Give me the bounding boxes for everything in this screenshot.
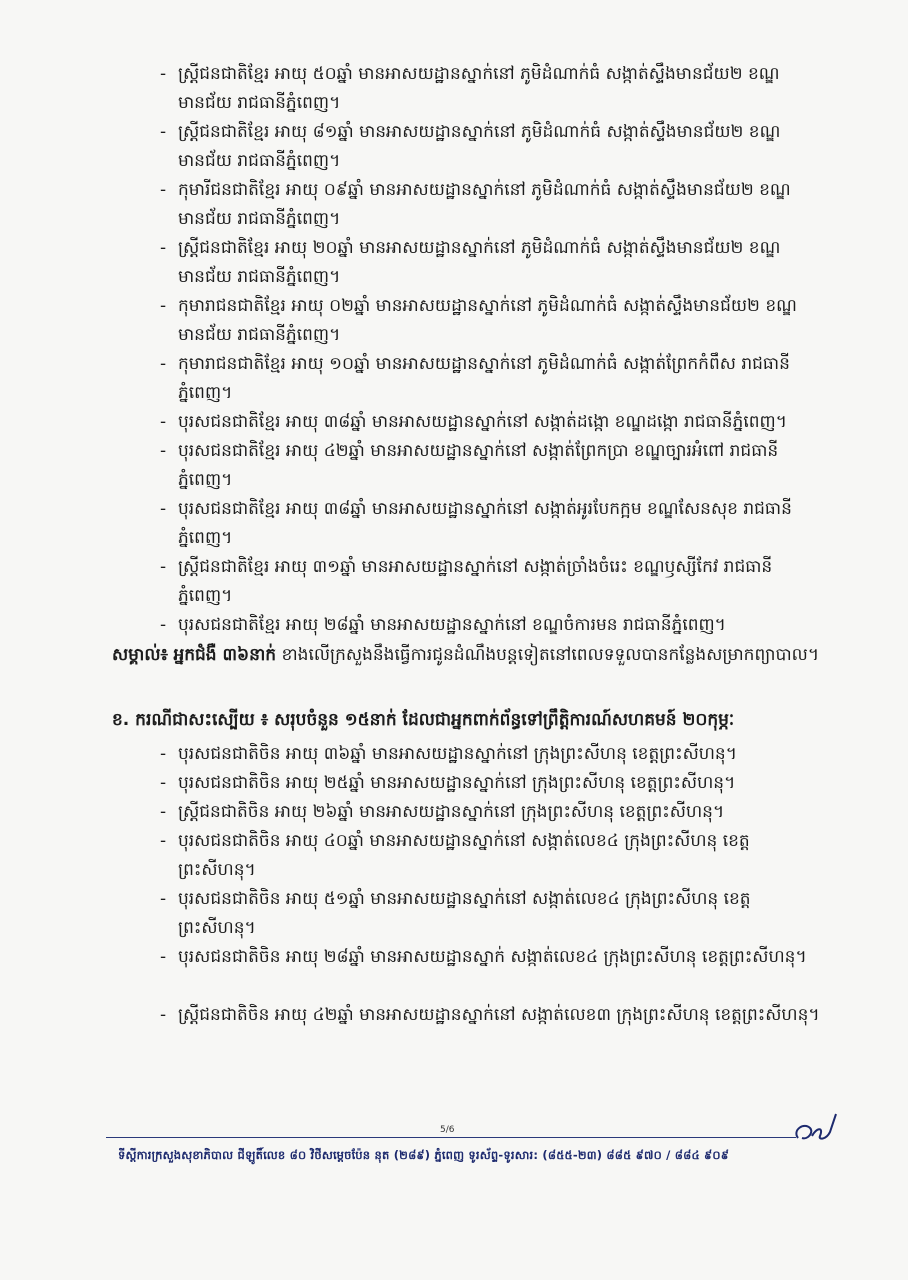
bullet-dash: -: [160, 1005, 167, 1025]
list-item: [0, 234, 908, 292]
bullet-dash: -: [160, 889, 167, 909]
item-text: កុមារាជនជាតិខ្មែរ អាយុ ០២ឆ្នាំ មានអាសយដ្ឋានស្នាក់នៅ ភូមិដំណាក់ធំ សង្កាត់ស្ទឹងមានជ័យ២ ខណ្ឌមានជ័យ រាជធានីភ្នំពេញ។: [178, 296, 797, 345]
bullet-dash: -: [160, 238, 167, 258]
patient-list-a: [0, 60, 908, 640]
bullet-dash: -: [160, 773, 167, 793]
list-item: [0, 60, 908, 118]
item-text: បុរសជនជាតិចិន អាយុ ៥១ឆ្នាំ មានអាសយដ្ឋានស្នាក់នៅ សង្កាត់លេខ៤ ក្រុងព្រះសីហនុ ខេត្តព្រះសីហនុ។: [178, 889, 751, 938]
note-paragraph: [112, 640, 828, 670]
bullet-dash: -: [160, 499, 167, 519]
note-text: ខាងលើក្រសួងនឹងធ្វើការជូនដំណឹងបន្តទៀតនៅពេលទទួលបានកន្លែងសម្រាកព្យាបាល។: [281, 645, 820, 665]
list-item: [0, 943, 908, 1001]
list-item: [0, 769, 908, 798]
list-item: [0, 885, 908, 943]
item-text: ស្ត្រីជនជាតិខ្មែរ អាយុ ៨១ឆ្នាំ មានអាសយដ្ឋានស្នាក់នៅ ភូមិដំណាក់ធំ សង្កាត់ស្ទឹងមានជ័យ២ ខណ្ឌមានជ័យ រាជធានីភ្នំពេញ។: [178, 122, 781, 171]
list-item: [0, 740, 908, 769]
list-item: [0, 118, 908, 176]
item-text: ស្ត្រីជនជាតិខ្មែរ អាយុ ៥០ឆ្នាំ មានអាសយដ្ឋានស្នាក់នៅ ភូមិដំណាក់ធំ សង្កាត់ស្ទឹងមានជ័យ២ ខណ្ឌមានជ័យ រាជធានីភ្នំពេញ។: [178, 64, 780, 113]
list-item: [0, 292, 908, 350]
bullet-dash: -: [160, 441, 167, 461]
item-text: បុរសជនជាតិខ្មែរ អាយុ ៤២ឆ្នាំ មានអាសយដ្ឋានស្នាក់នៅ សង្កាត់ព្រែកប្រា ខណ្ឌច្បារអំពៅ រាជធានីភ្នំពេញ។: [178, 441, 779, 490]
item-text: កុមារាជនជាតិខ្មែរ អាយុ ១០ឆ្នាំ មានអាសយដ្ឋានស្នាក់នៅ ភូមិដំណាក់ធំ សង្កាត់ព្រែកកំពឹស រាជធានីភ្នំពេញ។: [178, 354, 790, 403]
list-item: [0, 495, 908, 553]
bullet-dash: -: [160, 947, 167, 967]
bullet-dash: -: [160, 64, 167, 84]
bullet-dash: -: [160, 831, 167, 851]
bullet-dash: -: [160, 744, 167, 764]
item-text: ស្ត្រីជនជាតិខ្មែរ អាយុ ៣១ឆ្នាំ មានអាសយដ្ឋានស្នាក់នៅ សង្កាត់ច្រាំងចំរេះ ខណ្ឌឫស្សីកែវ រាជធានីភ្នំពេញ។: [178, 557, 773, 606]
item-text: បុរសជនជាតិចិន អាយុ ៣៦ឆ្នាំ មានអាសយដ្ឋានស្នាក់នៅ ក្រុងព្រះសីហនុ ខេត្តព្រះសីហនុ។: [178, 744, 737, 764]
list-item: [0, 611, 908, 640]
bullet-dash: -: [160, 180, 167, 200]
item-text: បុរសជនជាតិខ្មែរ អាយុ ២៨ឆ្នាំ មានអាសយដ្ឋានស្នាក់នៅ ខណ្ឌចំការមន រាជធានីភ្នំពេញ។: [178, 615, 726, 635]
section-b-heading: ខ. ករណីជាសះស្បើយ ៖ សរុបចំនួន ១៥នាក់ ដែលជាអ្នកពាក់ព័ន្ធទៅព្រឹត្តិការណ៍សហគមន៍ ២០កុម្ភៈ: [112, 710, 735, 730]
list-item: [0, 437, 908, 495]
bullet-dash: -: [160, 802, 167, 822]
footer-address: ទីស្តីការក្រសួងសុខាភិបាល ជីឡូតិ៍លេខ ៨០ វិថីសម្តេចប៉ែន នុត (២៨៩) ភ្នំពេញ ទូរស័ព្ទ-ទូរសារ: (៨៥៥-២៣) ៨៨៥ ៩៧០ / ៨៨៤ ៩០៩: [118, 1148, 730, 1162]
item-text: កុមារីជនជាតិខ្មែរ អាយុ ០៩ឆ្នាំ មានអាសយដ្ឋានស្នាក់នៅ ភូមិដំណាក់ធំ សង្កាត់ស្ទឹងមានជ័យ២ ខណ្ឌមានជ័យ រាជធានីភ្នំពេញ។: [178, 180, 791, 229]
item-text: ស្ត្រីជនជាតិខ្មែរ អាយុ ២០ឆ្នាំ មានអាសយដ្ឋានស្នាក់នៅ ភូមិដំណាក់ធំ សង្កាត់ស្ទឹងមានជ័យ២ ខណ្ឌមានជ័យ រាជធានីភ្នំពេញ។: [178, 238, 781, 287]
bullet-dash: -: [160, 412, 167, 432]
item-text: បុរសជនជាតិខ្មែរ អាយុ ៣៨ឆ្នាំ មានអាសយដ្ឋានស្នាក់នៅ សង្កាត់អូរបែកក្អម ខណ្ឌសែនសុខ រាជធានីភ្នំពេញ។: [178, 499, 792, 548]
list-item: [0, 827, 908, 885]
bullet-dash: -: [160, 122, 167, 142]
footer-divider: [106, 1137, 796, 1138]
note-bold-part: អ្នកជំងឺ ៣៦នាក់: [173, 645, 277, 665]
page-number: 5/6: [440, 1125, 455, 1135]
list-item: [0, 798, 908, 827]
bullet-dash: -: [160, 557, 167, 577]
bullet-dash: -: [160, 354, 167, 374]
list-item: [0, 176, 908, 234]
item-text: បុរសជនជាតិខ្មែរ អាយុ ៣៨ឆ្នាំ មានអាសយដ្ឋានស្នាក់នៅ សង្កាត់ដង្កោ ខណ្ឌដង្កោ រាជធានីភ្នំពេញ។: [178, 412, 787, 432]
item-text: បុរសជនជាតិចិន អាយុ ៤០ឆ្នាំ មានអាសយដ្ឋានស្នាក់នៅ សង្កាត់លេខ៤ ក្រុងព្រះសីហនុ ខេត្តព្រះសីហនុ។: [178, 831, 750, 880]
item-text: បុរសជនជាតិចិន អាយុ ២៨ឆ្នាំ មានអាសយដ្ឋានស្នាក់ សង្កាត់លេខ៤ ក្រុងព្រះសីហនុ ខេត្តព្រះសីហនុ។: [178, 947, 807, 967]
note-label: សម្គាល់៖: [112, 645, 169, 665]
list-item: [0, 408, 908, 437]
list-item: [0, 1001, 908, 1059]
bullet-dash: -: [160, 296, 167, 316]
bullet-dash: -: [160, 615, 167, 635]
item-text: បុរសជនជាតិចិន អាយុ ២៥ឆ្នាំ មានអាសយដ្ឋានស្នាក់នៅ ក្រុងព្រះសីហនុ ខេត្តព្រះសីហនុ។: [178, 773, 736, 793]
signature-initials-icon: [790, 1110, 840, 1150]
patient-list-b: [0, 740, 908, 1059]
list-item: [0, 350, 908, 408]
item-text: ស្ត្រីជនជាតិចិន អាយុ ៤២ឆ្នាំ មានអាសយដ្ឋានស្នាក់នៅ សង្កាត់លេខ៣ ក្រុងព្រះសីហនុ ខេត្តព្រះសីហនុ។: [178, 1005, 820, 1025]
item-text: ស្ត្រីជនជាតិចិន អាយុ ២៦ឆ្នាំ មានអាសយដ្ឋានស្នាក់នៅ ក្រុងព្រះសីហនុ ខេត្តព្រះសីហនុ។: [178, 802, 725, 822]
list-item: [0, 553, 908, 611]
